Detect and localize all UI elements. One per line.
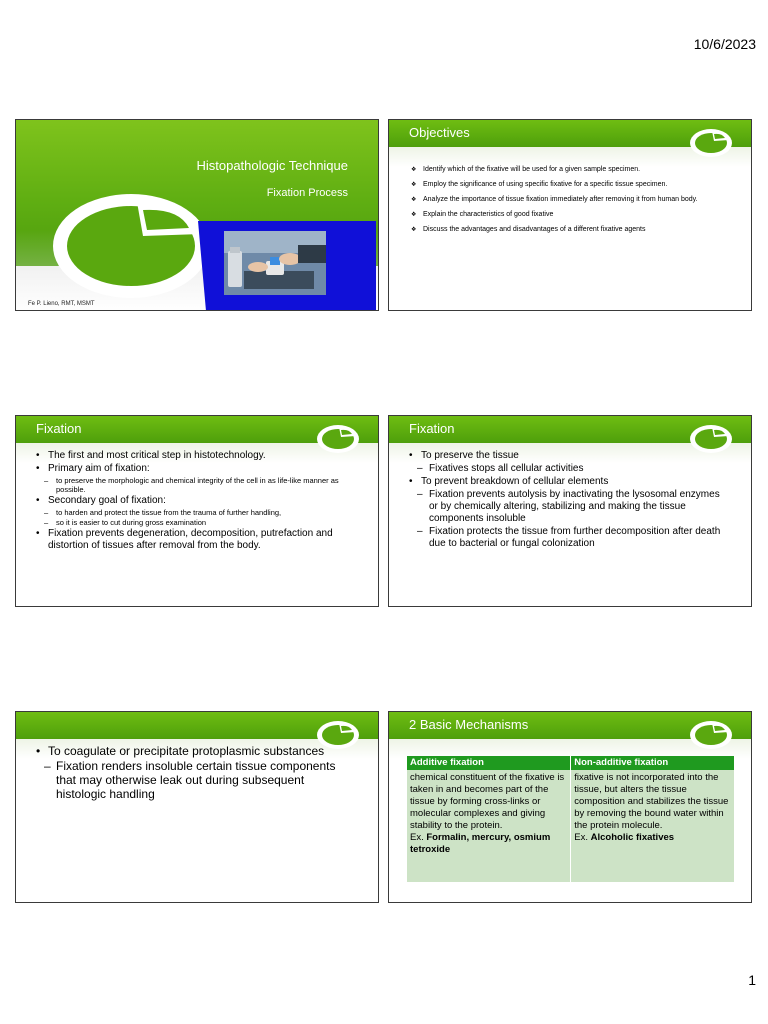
table-header-row xyxy=(407,756,735,770)
sub-bullet: – Fixation protects the tissue from further decomposition after death due to bacterial or fungal colonization xyxy=(409,526,731,550)
bullet: • To prevent breakdown of cellular elements xyxy=(409,476,731,488)
pie-logo-icon xyxy=(689,718,733,750)
non-additive-description: fixative is not incorporated into the tissue, but alters the tissue composition and stabilizes the tissue by removing the bound water within the protein molecule. xyxy=(574,772,729,831)
slide-basic-mechanisms xyxy=(388,711,752,903)
slide-body xyxy=(36,450,358,553)
non-additive-cell xyxy=(571,770,735,882)
author-name: Fe P. Lieno, RMT, MSMT xyxy=(28,301,95,307)
page-number: 1 xyxy=(748,972,756,988)
pie-logo-icon xyxy=(689,126,733,158)
page-date: 10/6/2023 xyxy=(693,36,756,52)
objectives-list xyxy=(411,166,737,241)
list-item: ❖ Explain the characteristics of good fixative xyxy=(411,211,737,219)
list-item: ❖ Analyze the importance of tissue fixation immediately after removing it from human body. xyxy=(411,196,737,204)
list-item: ❖ Discuss the advantages and disadvantages of a different fixative agents xyxy=(411,226,737,234)
pie-chart-logo-icon xyxy=(51,188,211,298)
slide-title-text: Fixation xyxy=(409,421,455,436)
mechanisms-table xyxy=(407,756,735,882)
lab-photo-image xyxy=(224,231,326,295)
slide-body xyxy=(409,450,731,551)
sub-bullet: – Fixation renders insoluble certain tissue components that may otherwise leak out during subsequent histologic handling xyxy=(36,759,352,801)
bullet: • To preserve the tissue xyxy=(409,450,731,462)
presentation-subtitle: Fixation Process xyxy=(266,187,348,199)
column-header-non-additive: Non-additive fixation xyxy=(571,756,735,770)
additive-example: Formalin, mercury, osmium tetroxide xyxy=(410,832,551,855)
slide-title-text: 2 Basic Mechanisms xyxy=(409,717,529,732)
bullet: • Secondary goal of fixation: xyxy=(36,495,358,507)
sub-bullet: – Fixation prevents autolysis by inactivating the lysosomal enzymes or by chemically altering, stabilizing and making the tissue components insoluble xyxy=(409,489,731,525)
slide-fixation-definition xyxy=(15,415,379,607)
sub-bullet: – Fixatives stops all cellular activities xyxy=(409,463,731,475)
sub-bullet: – to harden and protect the tissue from the trauma of further handling, xyxy=(36,508,358,517)
sub-bullet: – so it is easier to cut during gross examination xyxy=(36,518,358,527)
bullet: • The first and most critical step in histotechnology. xyxy=(36,450,358,462)
sub-bullet: – to preserve the morphologic and chemical integrity of the cell in as life-like manner as possible. xyxy=(36,476,358,494)
slide-title-text: Fixation xyxy=(36,421,82,436)
bullet: • Fixation prevents degeneration, decomposition, putrefaction and distortion of tissues after removal from the body. xyxy=(36,528,358,552)
additive-cell xyxy=(407,770,571,882)
non-additive-example: Alcoholic fixatives xyxy=(590,832,675,843)
non-additive-example-prefix: Ex. xyxy=(574,832,591,843)
slide-coagulate xyxy=(15,711,379,903)
list-item: ❖ Employ the significance of using specific fixative for a specific tissue specimen. xyxy=(411,181,737,189)
slide-title xyxy=(15,119,379,311)
presentation-title: Histopathologic Technique xyxy=(196,158,348,173)
slide-body xyxy=(36,744,352,802)
list-item: ❖ Identify which of the fixative will be used for a given sample specimen. xyxy=(411,166,737,174)
column-header-additive: Additive fixation xyxy=(407,756,571,770)
additive-description: chemical constituent of the fixative is taken in and becomes part of the tissue by forming cross-links or molecular complexes and giving stability to the protein. xyxy=(410,772,565,831)
bullet: • Primary aim of fixation: xyxy=(36,463,358,475)
bullet: • To coagulate or precipitate protoplasmic substances xyxy=(36,744,352,758)
additive-example-prefix: Ex. xyxy=(410,832,427,843)
table-row xyxy=(407,770,735,882)
slide-fixation-purpose xyxy=(388,415,752,607)
slide-objectives xyxy=(388,119,752,311)
slide-title-text: Objectives xyxy=(409,125,470,140)
